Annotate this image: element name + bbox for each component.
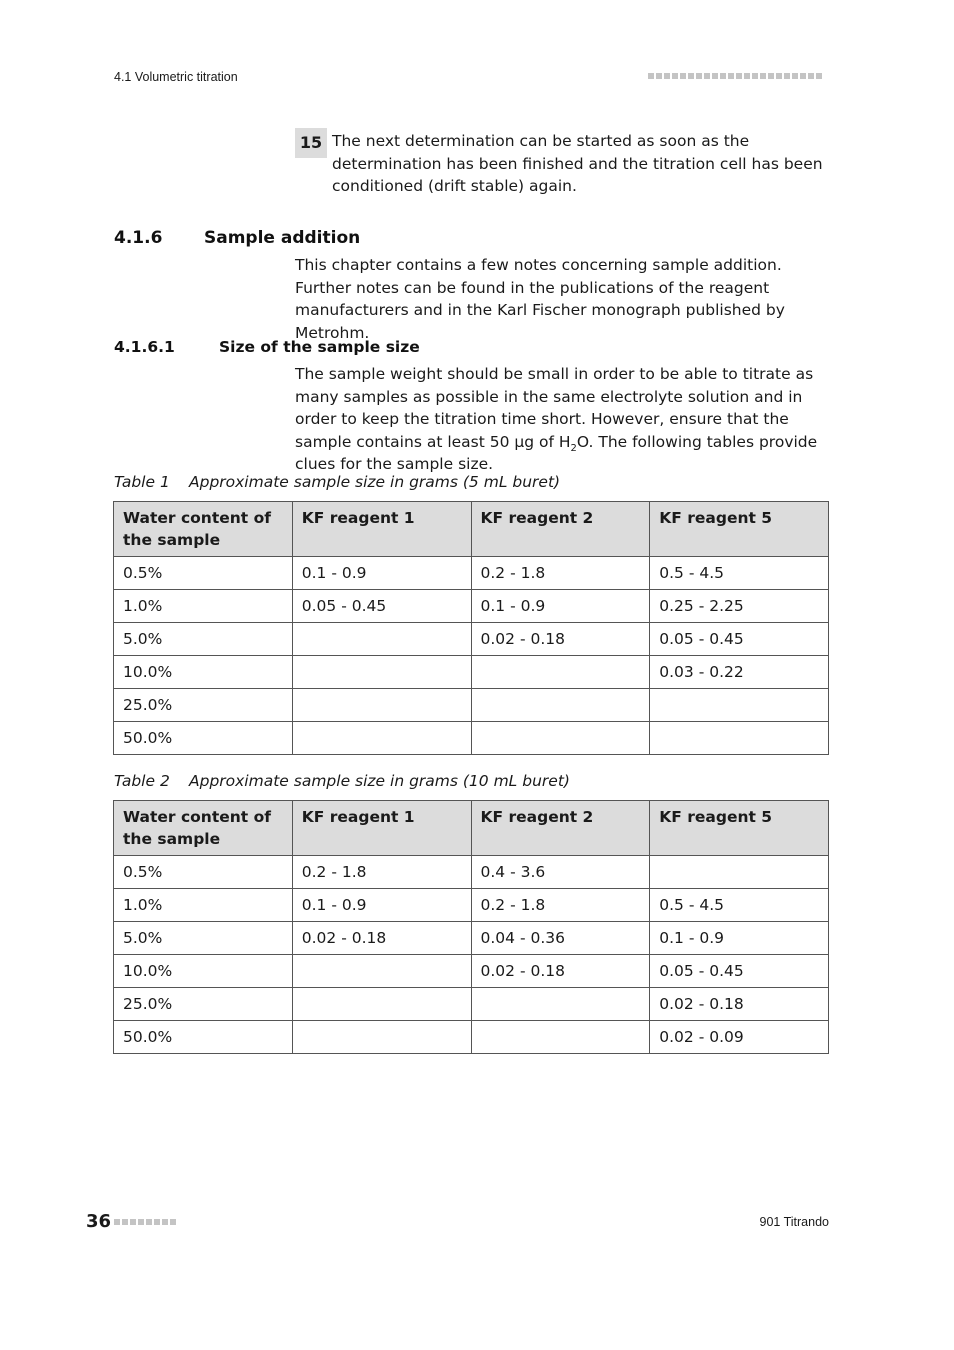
table-cell: 25.0%	[114, 988, 293, 1021]
header-decoration	[648, 73, 822, 79]
header-water-content: Water content of the sample	[114, 801, 293, 856]
table-row	[114, 590, 829, 623]
table-row	[114, 557, 829, 590]
table-cell: 50.0%	[114, 722, 293, 755]
header-kf-reagent-1: KF reagent 1	[292, 801, 471, 856]
running-header-section: 4.1 Volumetric titration	[114, 70, 238, 84]
table-row	[114, 955, 829, 988]
subsection-title: Size of the sample size	[219, 338, 420, 356]
table-cell: 10.0%	[114, 656, 293, 689]
sample-size-text-before: The sample weight should be small in order to be able to titrate as many samples as possible in the same electrolyte solution and in order to keep the titration time short. However, ensure that the sample contains at least 50 µg of H	[295, 365, 814, 451]
table-cell: 5.0%	[114, 922, 293, 955]
section-number: 4.1.6	[114, 228, 163, 248]
table-cell: 1.0%	[114, 889, 293, 922]
table-cell: 1.0%	[114, 590, 293, 623]
table-cell	[292, 689, 471, 722]
table-cell	[292, 722, 471, 755]
table-cell: 0.2 - 1.8	[292, 856, 471, 889]
table-cell: 0.02 - 0.18	[471, 955, 650, 988]
table1	[113, 501, 829, 755]
table-row	[114, 856, 829, 889]
table-cell	[292, 1021, 471, 1054]
table-cell: 0.5 - 4.5	[650, 557, 829, 590]
table-row	[114, 722, 829, 755]
table-row	[114, 623, 829, 656]
table-cell: 0.5%	[114, 856, 293, 889]
table-cell: 0.25 - 2.25	[650, 590, 829, 623]
table-cell: 0.4 - 3.6	[471, 856, 650, 889]
header-kf-reagent-5: KF reagent 5	[650, 801, 829, 856]
footer-product-name: 901 Titrando	[759, 1215, 829, 1229]
table-cell	[650, 722, 829, 755]
header-kf-reagent-2: KF reagent 2	[471, 502, 650, 557]
table-header-row	[114, 801, 829, 856]
step-number: 15	[295, 128, 327, 158]
table-cell: 0.2 - 1.8	[471, 889, 650, 922]
header-kf-reagent-1: KF reagent 1	[292, 502, 471, 557]
table-cell: 10.0%	[114, 955, 293, 988]
table-header-row	[114, 502, 829, 557]
table-cell	[650, 689, 829, 722]
table-cell: 0.1 - 0.9	[292, 557, 471, 590]
table-cell	[292, 988, 471, 1021]
table-cell	[292, 955, 471, 988]
table-cell: 0.04 - 0.36	[471, 922, 650, 955]
table-cell: 25.0%	[114, 689, 293, 722]
table-cell: 0.1 - 0.9	[650, 922, 829, 955]
table-cell: 0.5 - 4.5	[650, 889, 829, 922]
table-cell: 0.1 - 0.9	[471, 590, 650, 623]
table-cell: 0.1 - 0.9	[292, 889, 471, 922]
table2-caption	[114, 772, 570, 790]
table-row	[114, 689, 829, 722]
table1-caption	[114, 473, 561, 491]
table-cell	[471, 722, 650, 755]
table-cell: 0.5%	[114, 557, 293, 590]
header-kf-reagent-2: KF reagent 2	[471, 801, 650, 856]
table1-label: Table 1	[114, 473, 170, 491]
table-cell: 50.0%	[114, 1021, 293, 1054]
sample-size-text-after: O. The following tables provide clues for the sample size.	[295, 432, 818, 474]
table1-title: Approximate sample size in grams (5 mL buret)	[189, 473, 561, 491]
table2-title: Approximate sample size in grams (10 mL buret)	[189, 772, 570, 790]
subscript-2: 2	[570, 442, 577, 454]
table-cell: 0.2 - 1.8	[471, 557, 650, 590]
table2-label: Table 2	[114, 772, 170, 790]
sample-addition-paragraph: This chapter contains a few notes concerning sample addition. Further notes can be found in the publications of the reagent manufacturers and in the Karl Fischer monograph published by Metrohm.	[295, 256, 785, 342]
table-cell: 0.05 - 0.45	[650, 955, 829, 988]
header-kf-reagent-5: KF reagent 5	[650, 502, 829, 557]
table-row	[114, 889, 829, 922]
page-number: 36	[86, 1211, 112, 1232]
table-row	[114, 988, 829, 1021]
table-cell	[292, 623, 471, 656]
table-cell	[650, 856, 829, 889]
table-cell	[471, 656, 650, 689]
header-water-content: Water content of the sample	[114, 502, 293, 557]
table-cell: 0.02 - 0.18	[292, 922, 471, 955]
table-cell	[471, 1021, 650, 1054]
table-cell: 0.02 - 0.18	[650, 988, 829, 1021]
table-cell	[292, 656, 471, 689]
table-cell: 0.05 - 0.45	[650, 623, 829, 656]
footer-decoration	[114, 1219, 176, 1225]
table-cell: 0.02 - 0.18	[471, 623, 650, 656]
table-cell: 5.0%	[114, 623, 293, 656]
table-cell	[471, 988, 650, 1021]
table-cell: 0.05 - 0.45	[292, 590, 471, 623]
table-row	[114, 656, 829, 689]
subsection-number: 4.1.6.1	[114, 338, 175, 356]
sample-size-paragraph	[295, 363, 830, 476]
table-row	[114, 922, 829, 955]
table2	[113, 800, 829, 1054]
table-cell	[471, 689, 650, 722]
section-title: Sample addition	[204, 228, 361, 248]
step-text: The next determination can be started as soon as the determination has been finished and the titration cell has been conditioned (drift stable) again.	[332, 132, 823, 196]
table-cell: 0.03 - 0.22	[650, 656, 829, 689]
table-cell: 0.02 - 0.09	[650, 1021, 829, 1054]
table-row	[114, 1021, 829, 1054]
